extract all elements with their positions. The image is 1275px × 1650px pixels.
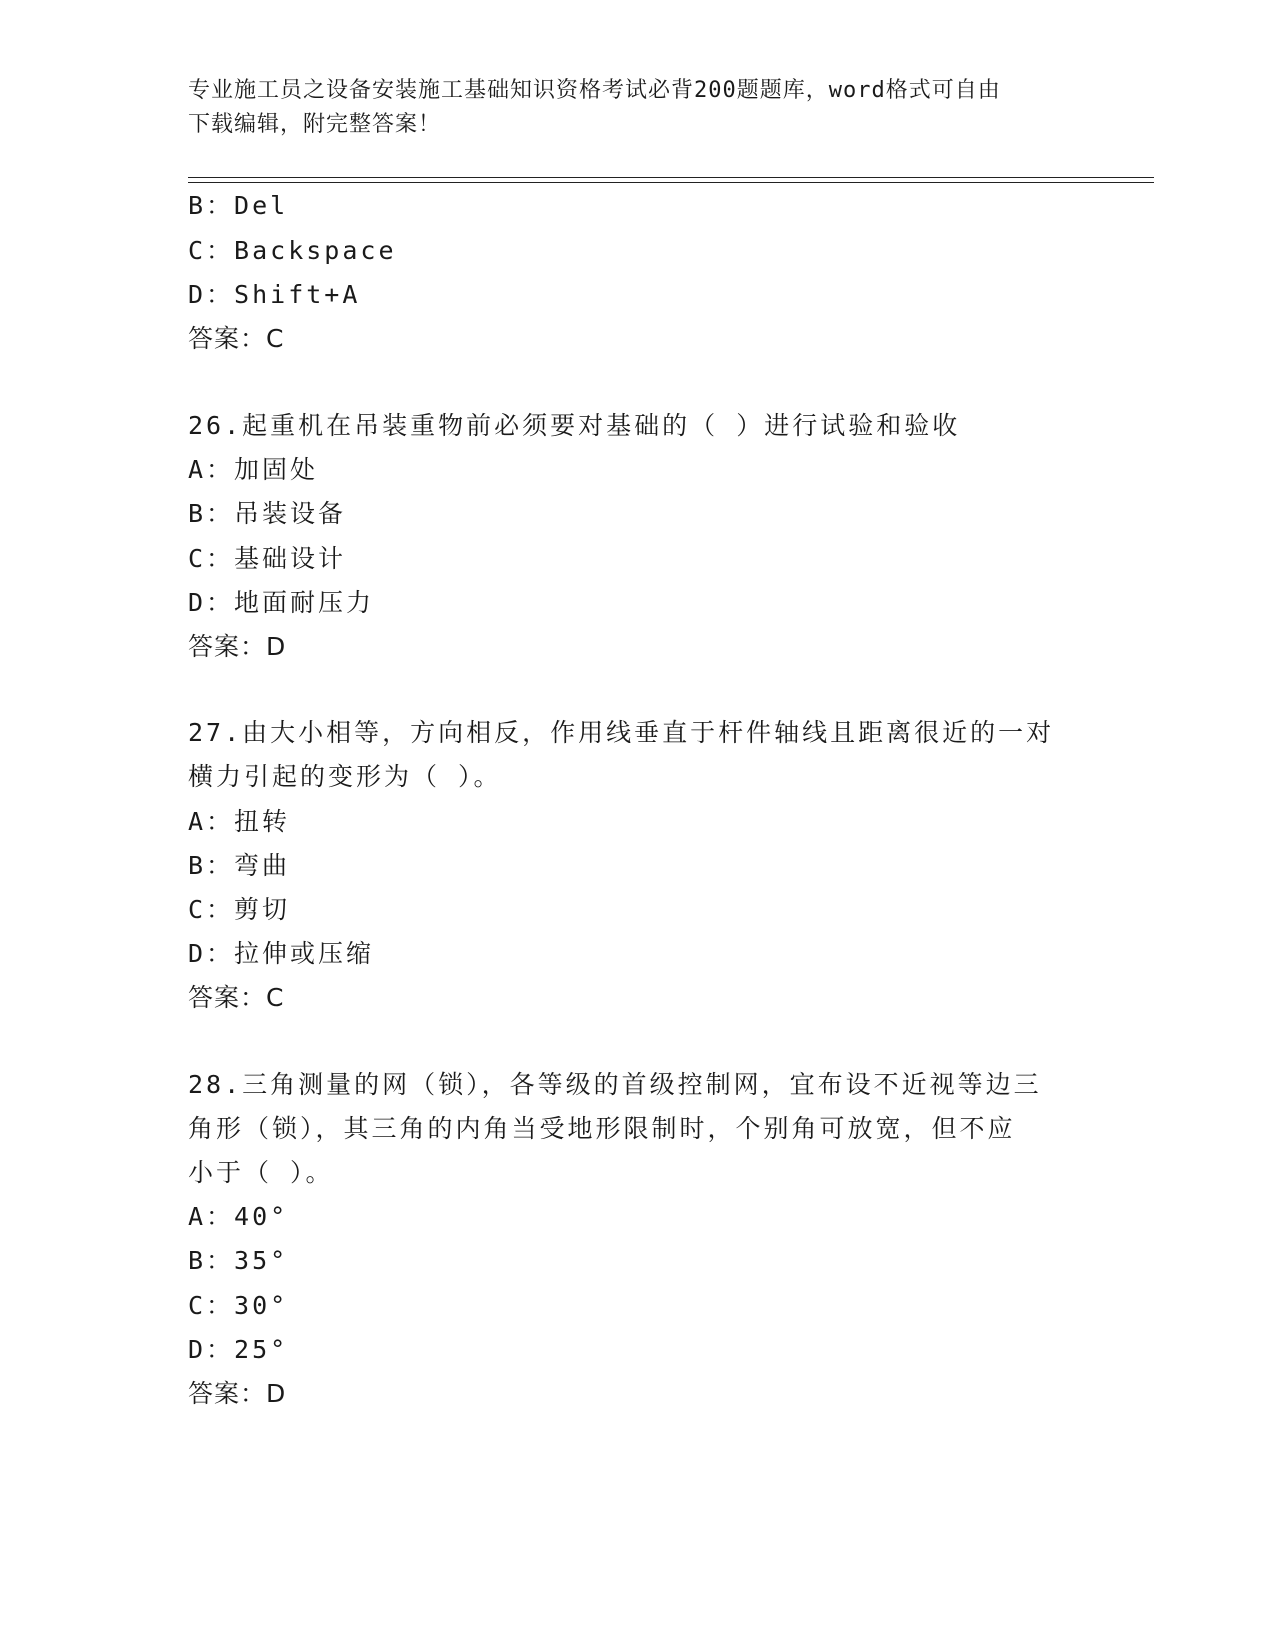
header-title-line-2: 下载编辑，附完整答案！ [188, 112, 442, 137]
q26-option-d: D：地面耐压力 [188, 588, 375, 617]
q27-answer: 答案：C [188, 983, 285, 1012]
q28-question-line-3: 小于（ ）。 [188, 1158, 334, 1187]
header-title-line-1: 专业施工员之设备安装施工基础知识资格考试必背200题题库，word格式可自由 [188, 78, 1001, 103]
q27-option-b: B：弯曲 [188, 851, 291, 880]
q28-option-c: C：30° [188, 1291, 289, 1320]
q26-answer: 答案：D [188, 632, 287, 661]
q27-question-line-1: 27.由大小相等，方向相反，作用线垂直于杆件轴线且距离很近的一对 [188, 718, 1055, 747]
q25-option-d: D：Shift+A [188, 280, 361, 309]
q28-option-a: A：40° [188, 1202, 289, 1231]
q27-option-d: D：拉伸或压缩 [188, 939, 375, 968]
q27-option-c: C：剪切 [188, 895, 291, 924]
q25-answer: 答案：C [188, 324, 285, 353]
q26-question: 26.起重机在吊装重物前必须要对基础的（ ）进行试验和验收 [188, 411, 961, 440]
q25-option-b: B：Del [188, 191, 289, 220]
header-divider-bottom [188, 182, 1154, 183]
q27-option-a: A：扭转 [188, 807, 291, 836]
q28-answer: 答案：D [188, 1379, 287, 1408]
q26-option-a: A：加固处 [188, 455, 319, 484]
q26-option-c: C：基础设计 [188, 544, 347, 573]
page-header [188, 74, 1088, 142]
q27-question-line-2: 横力引起的变形为（ ）。 [188, 762, 502, 791]
q28-option-d: D：25° [188, 1335, 289, 1364]
q28-option-b: B：35° [188, 1246, 289, 1275]
q28-question-line-1: 28.三角测量的网（锁），各等级的首级控制网，宜布设不近视等边三 [188, 1070, 1042, 1099]
header-divider-top [188, 177, 1154, 178]
q28-question-line-2: 角形（锁），其三角的内角当受地形限制时，个别角可放宽，但不应 [188, 1114, 1016, 1143]
q26-option-b: B：吊装设备 [188, 499, 347, 528]
q25-option-c: C：Backspace [188, 236, 397, 265]
